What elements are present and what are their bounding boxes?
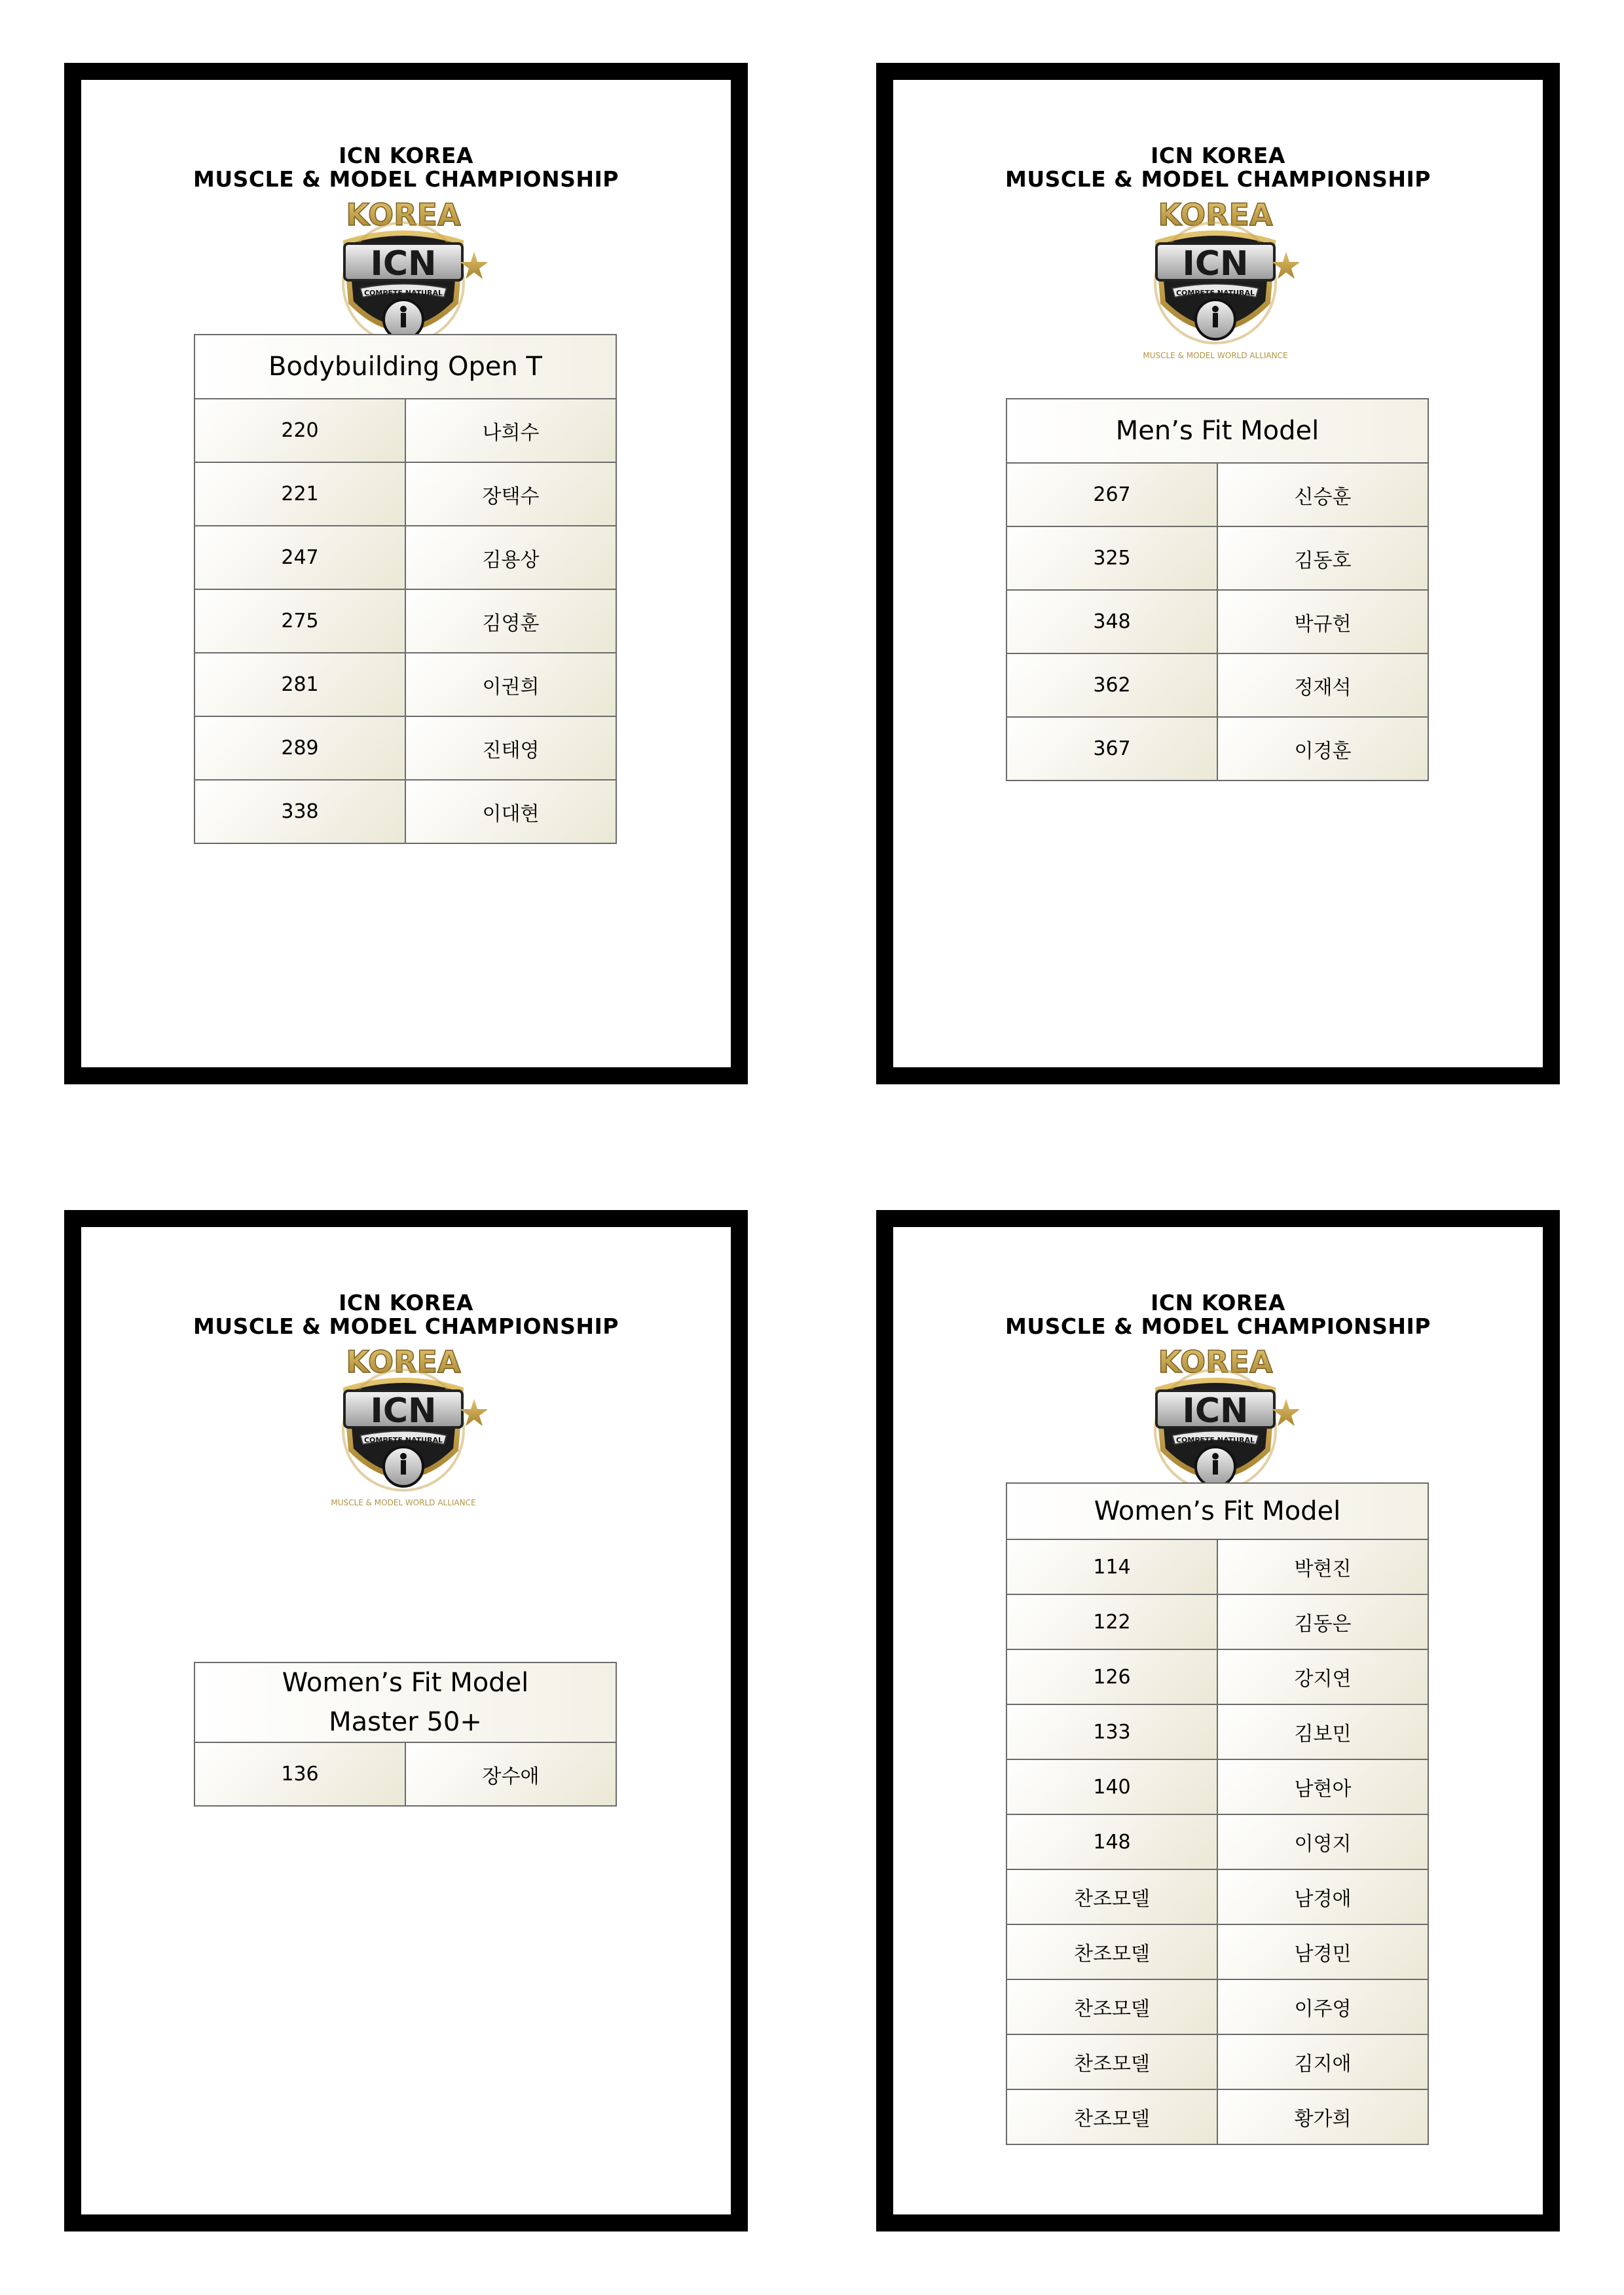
table-row	[1006, 1869, 1428, 1924]
entry-table	[1006, 1482, 1429, 2145]
card-mens-fit-model	[876, 63, 1560, 1084]
entry-name: 이경훈	[1217, 717, 1428, 780]
entry-number: 275	[194, 589, 405, 653]
table-row	[1006, 1759, 1428, 1814]
table-row	[1006, 463, 1428, 526]
title-line-1: ICN KOREA	[339, 143, 473, 168]
entry-number: 221	[194, 462, 405, 526]
entry-name: 박규헌	[1217, 590, 1428, 653]
icn-korea-logo	[1132, 191, 1299, 368]
entry-name: 김보민	[1217, 1704, 1428, 1759]
table-row	[1006, 653, 1428, 717]
entry-name: 김동은	[1217, 1594, 1428, 1649]
entry-number: 126	[1006, 1649, 1217, 1704]
table-row	[1006, 1924, 1428, 1979]
entry-name: 박현진	[1217, 1539, 1428, 1594]
entry-table	[194, 1662, 617, 1807]
table-row	[1006, 1649, 1428, 1704]
entry-name: 장수애	[405, 1742, 616, 1806]
title-line-1: ICN KOREA	[339, 1290, 473, 1315]
table-row	[1006, 717, 1428, 780]
entry-number: 찬조모델	[1006, 1869, 1217, 1924]
table-row	[1006, 1594, 1428, 1649]
table-row	[194, 1742, 616, 1806]
entry-number: 148	[1006, 1814, 1217, 1869]
entry-name: 이영지	[1217, 1814, 1428, 1869]
entry-number: 찬조모델	[1006, 2089, 1217, 2144]
table-row	[194, 716, 616, 780]
entry-number: 찬조모델	[1006, 1924, 1217, 1979]
entry-name: 진태영	[405, 716, 616, 780]
title-line-2: MUSCLE & MODEL CHAMPIONSHIP	[193, 166, 619, 192]
entry-name: 신승훈	[1217, 463, 1428, 526]
category-subtitle: Master 50+	[329, 1707, 482, 1737]
entry-name: 이주영	[1217, 1979, 1428, 2034]
entry-name: 강지연	[1217, 1649, 1428, 1704]
card-womens-fit-model-master	[64, 1210, 748, 2231]
table-row	[194, 780, 616, 843]
entry-number: 267	[1006, 463, 1217, 526]
entry-number: 289	[194, 716, 405, 780]
entry-number: 281	[194, 653, 405, 716]
table-row	[194, 526, 616, 589]
championship-title	[81, 144, 731, 191]
title-line-2: MUSCLE & MODEL CHAMPIONSHIP	[1005, 1313, 1431, 1339]
category-header: Women’s Fit Model	[1006, 1483, 1428, 1539]
championship-title	[893, 144, 1543, 191]
entry-name: 남경애	[1217, 1869, 1428, 1924]
table-row	[194, 589, 616, 653]
entry-name: 이대현	[405, 780, 616, 843]
entry-name: 김영훈	[405, 589, 616, 653]
entry-name: 김지애	[1217, 2034, 1428, 2089]
category-header: Men’s Fit Model	[1006, 399, 1428, 463]
entry-table	[194, 334, 617, 844]
table-row	[194, 462, 616, 526]
entry-number: 찬조모델	[1006, 1979, 1217, 2034]
table-row	[1006, 1539, 1428, 1594]
table-row	[1006, 526, 1428, 590]
category-title: Women’s Fit Model	[282, 1668, 529, 1698]
entry-name: 남현아	[1217, 1759, 1428, 1814]
category-header	[194, 1662, 616, 1742]
table-row	[194, 653, 616, 716]
entry-table	[1006, 398, 1429, 781]
entry-number: 367	[1006, 717, 1217, 780]
entry-name: 김동호	[1217, 526, 1428, 590]
table-row	[1006, 590, 1428, 653]
entry-name: 정재석	[1217, 653, 1428, 717]
entry-number: 362	[1006, 653, 1217, 717]
entry-number: 122	[1006, 1594, 1217, 1649]
entry-number: 348	[1006, 590, 1217, 653]
entry-number: 114	[1006, 1539, 1217, 1594]
entry-name: 남경민	[1217, 1924, 1428, 1979]
entry-number: 247	[194, 526, 405, 589]
table-row	[1006, 1814, 1428, 1869]
table-row	[1006, 2089, 1428, 2144]
title-line-1: ICN KOREA	[1151, 143, 1285, 168]
title-line-2: MUSCLE & MODEL CHAMPIONSHIP	[1005, 166, 1431, 192]
card-bodybuilding-open-t	[64, 63, 748, 1084]
entry-number: 220	[194, 399, 405, 462]
entry-number: 133	[1006, 1704, 1217, 1759]
table-row	[1006, 1979, 1428, 2034]
table-row	[1006, 2034, 1428, 2089]
card-womens-fit-model	[876, 1210, 1560, 2231]
table-row	[194, 399, 616, 462]
entry-number: 338	[194, 780, 405, 843]
entry-number: 140	[1006, 1759, 1217, 1814]
entry-name: 나희수	[405, 399, 616, 462]
category-header: Bodybuilding Open T	[194, 335, 616, 399]
championship-title	[893, 1291, 1543, 1338]
championship-title	[81, 1291, 731, 1338]
table-row	[1006, 1704, 1428, 1759]
title-line-1: ICN KOREA	[1151, 1290, 1285, 1315]
entry-name: 장택수	[405, 462, 616, 526]
icn-korea-logo	[320, 1338, 487, 1515]
entry-name: 이권희	[405, 653, 616, 716]
title-line-2: MUSCLE & MODEL CHAMPIONSHIP	[193, 1313, 619, 1339]
entry-name: 황가희	[1217, 2089, 1428, 2144]
entry-number: 찬조모델	[1006, 2034, 1217, 2089]
entry-number: 136	[194, 1742, 405, 1806]
entry-number: 325	[1006, 526, 1217, 590]
entry-name: 김용상	[405, 526, 616, 589]
